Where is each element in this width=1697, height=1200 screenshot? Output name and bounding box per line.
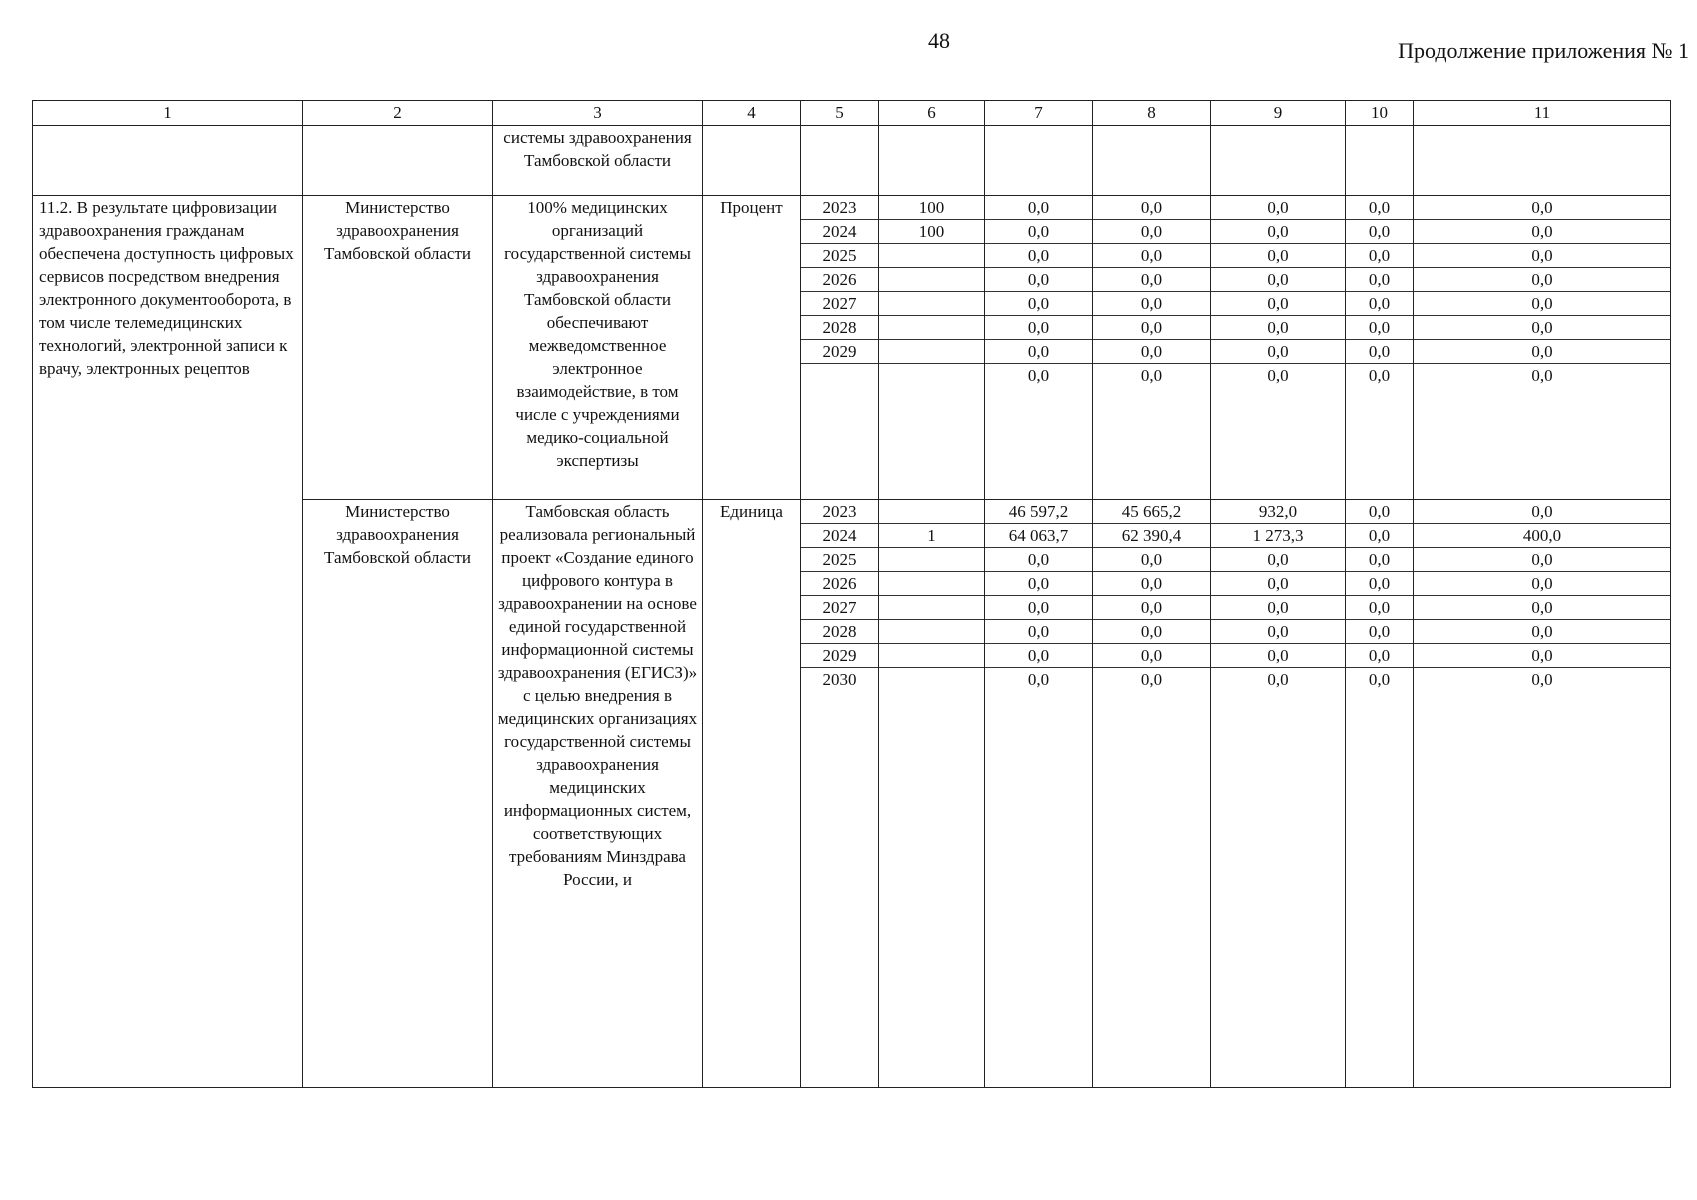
value-c10-1: 0,0: [1346, 524, 1413, 548]
value-c7-0: 46 597,2: [985, 500, 1092, 524]
col-9-cell-b: [1211, 500, 1346, 1088]
year-years-4: 2027: [801, 596, 878, 620]
value-c7-7: 0,0: [1027, 670, 1050, 689]
value-c6-4: [879, 292, 984, 316]
value-c10-0: 0,0: [1346, 196, 1413, 220]
col-6-cell-b: [879, 500, 985, 1088]
value-c7-1: 64 063,7: [985, 524, 1092, 548]
value-c10-3: 0,0: [1346, 572, 1413, 596]
value-c9-3: 0,0: [1211, 572, 1345, 596]
value-c11-6: 0,0: [1414, 644, 1670, 668]
value-c8-4: 0,0: [1093, 596, 1210, 620]
year-years-3: 2026: [801, 572, 878, 596]
value-c9-0: 932,0: [1211, 500, 1345, 524]
value-c9-5: 0,0: [1211, 620, 1345, 644]
col-8-cell-b: [1093, 500, 1211, 1088]
value-c6-0: [879, 500, 984, 524]
value-c9-4: 0,0: [1211, 596, 1345, 620]
value-c7-5: 0,0: [985, 316, 1092, 340]
value-c8-3: 0,0: [1093, 572, 1210, 596]
group-a-row: [33, 196, 1671, 500]
value-c6-7: [879, 364, 984, 387]
value-c10-3: 0,0: [1346, 268, 1413, 292]
col-10-header: 10: [1346, 101, 1414, 126]
value-c11-6: 0,0: [1414, 340, 1670, 364]
value-c8-4: 0,0: [1093, 292, 1210, 316]
value-c6-1: 1: [879, 524, 984, 548]
value-c8-0: 45 665,2: [1093, 500, 1210, 524]
value-c9-6: 0,0: [1211, 644, 1345, 668]
value-c8-0: 0,0: [1093, 196, 1210, 220]
appendix-label: Продолжение приложения № 1: [1398, 38, 1689, 63]
value-c6-0: 100: [879, 196, 984, 220]
year-years-7: [801, 364, 878, 387]
value-c8-2: 0,0: [1093, 548, 1210, 572]
value-c9-2: 0,0: [1211, 244, 1345, 268]
col-11-header: 11: [1414, 101, 1671, 126]
value-c10-5: 0,0: [1346, 316, 1413, 340]
value-c11-0: 0,0: [1414, 196, 1670, 220]
value-c7-2: 0,0: [985, 244, 1092, 268]
value-c10-6: 0,0: [1346, 644, 1413, 668]
value-c11-5: 0,0: [1414, 316, 1670, 340]
col-9-header: 9: [1211, 101, 1346, 126]
value-c10-6: 0,0: [1346, 340, 1413, 364]
year-cell-a: [801, 196, 879, 500]
col-11-cell-a: [1414, 196, 1671, 500]
year-years-6: 2029: [801, 340, 878, 364]
year-years-7: 2030: [822, 670, 857, 689]
value-c6-5: [879, 316, 984, 340]
unit-a: Процент: [703, 196, 801, 500]
value-c6-2: [879, 244, 984, 268]
value-c9-1: 1 273,3: [1211, 524, 1345, 548]
year-years-0: 2023: [801, 500, 878, 524]
value-c10-4: 0,0: [1346, 596, 1413, 620]
col-11-cell-b: [1414, 500, 1671, 1088]
value-c11-3: 0,0: [1414, 572, 1670, 596]
unit-b: Единица: [703, 500, 801, 1088]
indicator-text-b: Тамбовская область реализовала региональный проект «Создание единого цифрового контура в здравоохранении на основе единой государственной информационной системы здравоохранения (ЕГИСЗ)» с целью внедрения в медицинских организациях государственной системы здравоохранения медицинских информационных систем, соответствующих требованиям Минздрава России, и: [493, 500, 703, 1088]
value-c10-7: 0,0: [1368, 366, 1391, 385]
value-c7-7: 0,0: [1027, 366, 1050, 385]
continued-indicator-text: системы здравоохранения Тамбовской области: [493, 126, 703, 196]
col-6-header: 6: [879, 101, 985, 126]
value-c7-4: 0,0: [985, 292, 1092, 316]
value-c7-3: 0,0: [985, 268, 1092, 292]
value-c11-2: 0,0: [1414, 244, 1670, 268]
value-c11-5: 0,0: [1414, 620, 1670, 644]
col-10-cell-b: [1346, 500, 1414, 1088]
value-c7-6: 0,0: [985, 644, 1092, 668]
value-c6-4: [879, 596, 984, 620]
value-c7-0: 0,0: [985, 196, 1092, 220]
value-c11-2: 0,0: [1414, 548, 1670, 572]
indicator-text-a: 100% медицинских организаций государственной системы здравоохранения Тамбовской области обеспечивают межведомственное электронное взаимодействие, в том числе с учреждениями медико-социальной экспертизы: [493, 196, 703, 500]
value-c6-7: [879, 668, 984, 691]
value-c10-4: 0,0: [1346, 292, 1413, 316]
col-7-cell-a: [985, 196, 1093, 500]
value-c6-6: [879, 340, 984, 364]
value-c9-2: 0,0: [1211, 548, 1345, 572]
program-table: [32, 100, 1671, 1088]
column-numbers-row: [33, 101, 1671, 126]
year-years-2: 2025: [801, 548, 878, 572]
value-c9-7: 0,0: [1267, 670, 1289, 689]
value-c8-7: 0,0: [1140, 366, 1163, 385]
value-c9-4: 0,0: [1211, 292, 1345, 316]
value-c9-3: 0,0: [1211, 268, 1345, 292]
value-c10-1: 0,0: [1346, 220, 1413, 244]
value-c10-2: 0,0: [1346, 548, 1413, 572]
col-7-cell-b: [985, 500, 1093, 1088]
col-10-cell-a: [1346, 196, 1414, 500]
value-c11-7: 0,0: [1531, 366, 1553, 385]
value-c11-3: 0,0: [1414, 268, 1670, 292]
year-years-4: 2027: [801, 292, 878, 316]
value-c6-2: [879, 548, 984, 572]
col-8-cell-a: [1093, 196, 1211, 500]
value-c9-7: 0,0: [1267, 366, 1289, 385]
year-years-3: 2026: [801, 268, 878, 292]
value-c8-5: 0,0: [1093, 316, 1210, 340]
value-c11-0: 0,0: [1414, 500, 1670, 524]
year-years-0: 2023: [801, 196, 878, 220]
value-c6-6: [879, 644, 984, 668]
value-c8-1: 0,0: [1093, 220, 1210, 244]
value-c9-1: 0,0: [1211, 220, 1345, 244]
task-description: 11.2. В результате цифровизации здравоохранения гражданам обеспечена доступность цифровых сервисов посредством внедрения электронного документооборота, в том числе телемедицинских технологий, электронной записи к врачу, электронных рецептов: [33, 196, 303, 1088]
value-c10-2: 0,0: [1346, 244, 1413, 268]
value-c11-4: 0,0: [1414, 596, 1670, 620]
col-9-cell-a: [1211, 196, 1346, 500]
value-c9-5: 0,0: [1211, 316, 1345, 340]
value-c11-4: 0,0: [1414, 292, 1670, 316]
year-years-6: 2029: [801, 644, 878, 668]
year-years-5: 2028: [801, 316, 878, 340]
value-c7-1: 0,0: [985, 220, 1092, 244]
col-2-header: 2: [303, 101, 493, 126]
value-c6-3: [879, 268, 984, 292]
value-c6-1: 100: [879, 220, 984, 244]
value-c6-3: [879, 572, 984, 596]
value-c7-2: 0,0: [985, 548, 1092, 572]
value-c10-7: 0,0: [1368, 670, 1391, 689]
value-c8-3: 0,0: [1093, 268, 1210, 292]
col-8-header: 8: [1093, 101, 1211, 126]
value-c8-1: 62 390,4: [1093, 524, 1210, 548]
year-years-1: 2024: [801, 524, 878, 548]
value-c7-5: 0,0: [985, 620, 1092, 644]
year-years-2: 2025: [801, 244, 878, 268]
value-c8-6: 0,0: [1093, 340, 1210, 364]
value-c9-6: 0,0: [1211, 340, 1345, 364]
year-years-5: 2028: [801, 620, 878, 644]
page-number: 48: [928, 28, 950, 53]
value-c7-6: 0,0: [985, 340, 1092, 364]
col-5-header: 5: [801, 101, 879, 126]
value-c6-5: [879, 620, 984, 644]
value-c11-1: 400,0: [1414, 524, 1670, 548]
value-c9-0: 0,0: [1211, 196, 1345, 220]
value-c8-2: 0,0: [1093, 244, 1210, 268]
col-7-header: 7: [985, 101, 1093, 126]
year-years-1: 2024: [801, 220, 878, 244]
value-c8-6: 0,0: [1093, 644, 1210, 668]
col-6-cell-a: [879, 196, 985, 500]
value-c7-4: 0,0: [985, 596, 1092, 620]
value-c10-0: 0,0: [1346, 500, 1413, 524]
value-c11-1: 0,0: [1414, 220, 1670, 244]
continuation-row: [33, 126, 1671, 196]
responsible-ministry-a: Министерство здравоохранения Тамбовской области: [303, 196, 493, 500]
value-c10-5: 0,0: [1346, 620, 1413, 644]
value-c7-3: 0,0: [985, 572, 1092, 596]
value-c8-5: 0,0: [1093, 620, 1210, 644]
value-c8-7: 0,0: [1140, 670, 1163, 689]
col-4-header: 4: [703, 101, 801, 126]
year-cell-b: [801, 500, 879, 1088]
col-1-header: 1: [33, 101, 303, 126]
value-c11-7: 0,0: [1531, 670, 1553, 689]
col-3-header: 3: [493, 101, 703, 126]
responsible-ministry-b: Министерство здравоохранения Тамбовской области: [303, 500, 493, 1088]
